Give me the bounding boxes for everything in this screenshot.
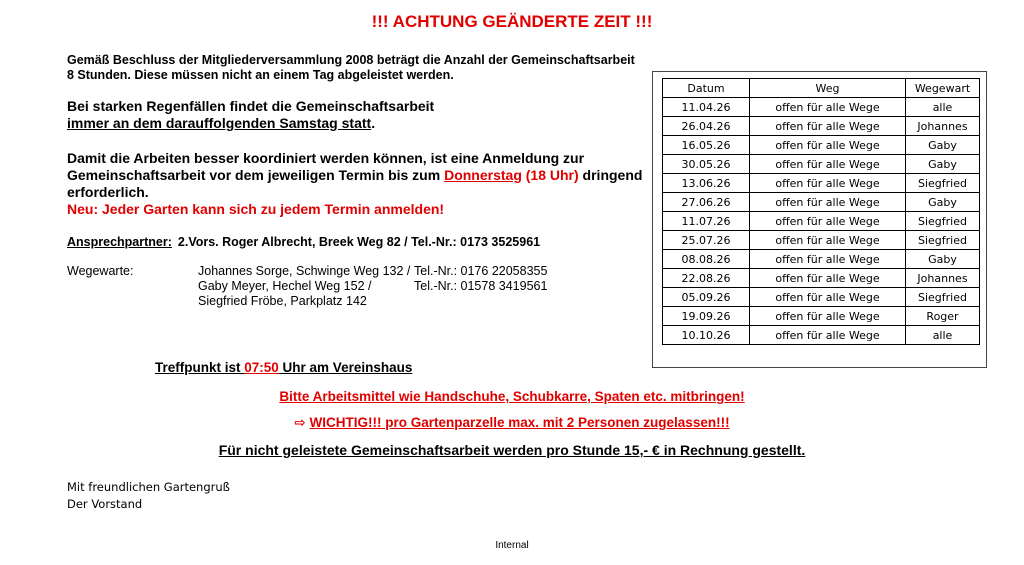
schedule-date: 16.05.26 xyxy=(663,136,750,155)
schedule-row xyxy=(663,98,980,117)
schedule-warden: alle xyxy=(906,98,980,117)
wegewarte-names xyxy=(198,264,410,309)
page-title: !!! ACHTUNG GEÄNDERTE ZEIT !!! xyxy=(371,12,653,31)
schedule-row xyxy=(663,174,980,193)
footer-label: Internal xyxy=(495,540,529,551)
coord-line-2-start: Gemeinschaftsarbeit vor dem jeweiligen Termin bis zum xyxy=(67,167,445,183)
schedule-warden: Siegfried xyxy=(906,231,980,250)
schedule-date: 27.06.26 xyxy=(663,193,750,212)
schedule-warden: Siegfried xyxy=(906,174,980,193)
header-wegewart: Wegewart xyxy=(906,79,980,98)
wegewart-phone: Tel.-Nr.: 01578 3419561 xyxy=(414,279,548,293)
schedule-path: offen für alle Wege xyxy=(750,307,906,326)
schedule-path: offen für alle Wege xyxy=(750,117,906,136)
schedule-warden: Roger xyxy=(906,307,980,326)
wegewart-name: Johannes Sorge, Schwinge Weg 132 / xyxy=(198,264,411,278)
schedule-row xyxy=(663,288,980,307)
schedule-row xyxy=(663,307,980,326)
schedule-path: offen für alle Wege xyxy=(750,231,906,250)
registration-notice xyxy=(67,150,647,218)
schedule-body xyxy=(663,98,980,345)
schedule-row xyxy=(663,212,980,231)
schedule-row xyxy=(663,250,980,269)
rain-notice xyxy=(67,98,627,132)
schedule-warden: Siegfried xyxy=(906,288,980,307)
contact-label: Ansprechpartner: xyxy=(67,235,172,249)
schedule-path: offen für alle Wege xyxy=(750,212,906,231)
schedule-path: offen für alle Wege xyxy=(750,193,906,212)
schedule-date: 11.04.26 xyxy=(663,98,750,117)
rain-saturday-text: immer an dem darauffolgenden Samstag statt xyxy=(67,115,372,131)
schedule-path: offen für alle Wege xyxy=(750,269,906,288)
schedule-row xyxy=(663,326,980,345)
wegewart-phone: Tel.-Nr.: 0176 22058355 xyxy=(414,264,548,278)
schedule-date: 19.09.26 xyxy=(663,307,750,326)
intro-paragraph xyxy=(67,53,667,83)
schedule-header-row xyxy=(663,79,980,98)
schedule-date: 05.09.26 xyxy=(663,288,750,307)
schedule-warden: Gaby xyxy=(906,136,980,155)
schedule-date: 08.08.26 xyxy=(663,250,750,269)
meeting-text-start: Treffpunkt ist xyxy=(155,360,245,375)
contact-text: 2.Vors. Roger Albrecht, Breek Weg 82 / Tel.-Nr.: 0173 3525961 xyxy=(177,235,541,249)
rain-line-2 xyxy=(67,115,627,132)
coord-line-3: erforderlich. xyxy=(67,184,149,200)
schedule-path: offen für alle Wege xyxy=(750,326,906,345)
meeting-point xyxy=(155,360,412,375)
rain-period: . xyxy=(371,115,376,131)
wegewarte-label: Wegewarte: xyxy=(67,264,134,278)
bring-tools-notice: Bitte Arbeitsmittel wie Handschuhe, Schubkarre, Spaten etc. mitbringen! xyxy=(279,389,745,404)
schedule-warden: alle xyxy=(906,326,980,345)
wegewart-name: Siegfried Fröbe, Parkplatz 142 xyxy=(198,294,367,308)
schedule-path: offen für alle Wege xyxy=(750,250,906,269)
schedule-date: 13.06.26 xyxy=(663,174,750,193)
intro-line-1: Gemäß Beschluss der Mitgliederversammlung 2008 beträgt die Anzahl der Gemeinschaftsarbeit xyxy=(67,53,635,67)
schedule-row xyxy=(663,231,980,250)
deadline-day: Donnerstag xyxy=(444,167,522,183)
schedule-row xyxy=(663,193,980,212)
schedule-date: 10.10.26 xyxy=(663,326,750,345)
schedule-date: 30.05.26 xyxy=(663,155,750,174)
schedule-warden: Gaby xyxy=(906,155,980,174)
fee-notice: Für nicht geleistete Gemeinschaftsarbeit werden pro Stunde 15,- € in Rechnung gestellt. xyxy=(218,442,806,458)
schedule-path: offen für alle Wege xyxy=(750,136,906,155)
coord-line-1: Damit die Arbeiten besser koordiniert werden können, ist eine Anmeldung zur xyxy=(67,150,585,166)
intro-line-2: 8 Stunden. Diese müssen nicht an einem Tag abgeleistet werden. xyxy=(67,68,454,82)
schedule-box xyxy=(652,71,987,368)
schedule-warden: Johannes xyxy=(906,117,980,136)
schedule-row xyxy=(663,136,980,155)
schedule-table xyxy=(662,78,980,345)
schedule-warden: Gaby xyxy=(906,193,980,212)
schedule-path: offen für alle Wege xyxy=(750,174,906,193)
closing-sender: Der Vorstand xyxy=(67,497,143,511)
closing-greeting: Mit freundlichen Gartengruß xyxy=(67,480,230,494)
coord-line-2-end: dringend xyxy=(578,167,643,183)
wegewart-name: Gaby Meyer, Hechel Weg 152 / xyxy=(198,279,372,293)
wegewarte-phones xyxy=(414,264,547,294)
schedule-warden: Gaby xyxy=(906,250,980,269)
contact-person xyxy=(67,235,540,249)
schedule-row xyxy=(663,155,980,174)
schedule-date: 25.07.26 xyxy=(663,231,750,250)
schedule-row xyxy=(663,269,980,288)
schedule-path: offen für alle Wege xyxy=(750,288,906,307)
new-registration-note: Neu: Jeder Garten kann sich zu jedem Termin anmelden! xyxy=(67,201,445,217)
schedule-path: offen für alle Wege xyxy=(750,155,906,174)
important-notice xyxy=(0,415,1024,431)
arrow-icon: ⇨ xyxy=(294,415,306,430)
schedule-path: offen für alle Wege xyxy=(750,98,906,117)
meeting-time: 07:50 xyxy=(244,360,279,375)
rain-line-1: Bei starken Regenfällen findet die Gemeinschaftsarbeit xyxy=(67,98,435,114)
coord-line-2 xyxy=(67,167,647,184)
schedule-warden: Johannes xyxy=(906,269,980,288)
schedule-date: 22.08.26 xyxy=(663,269,750,288)
schedule-row xyxy=(663,117,980,136)
schedule-date: 11.07.26 xyxy=(663,212,750,231)
header-datum: Datum xyxy=(663,79,750,98)
deadline-time: (18 Uhr) xyxy=(521,167,579,183)
closing xyxy=(67,479,230,513)
schedule-date: 26.04.26 xyxy=(663,117,750,136)
schedule-warden: Siegfried xyxy=(906,212,980,231)
header-weg: Weg xyxy=(750,79,906,98)
meeting-text-end: Uhr am Vereinshaus xyxy=(278,360,413,375)
important-text: WICHTIG!!! pro Gartenparzelle max. mit 2 Personen zugelassen!!! xyxy=(309,415,730,430)
